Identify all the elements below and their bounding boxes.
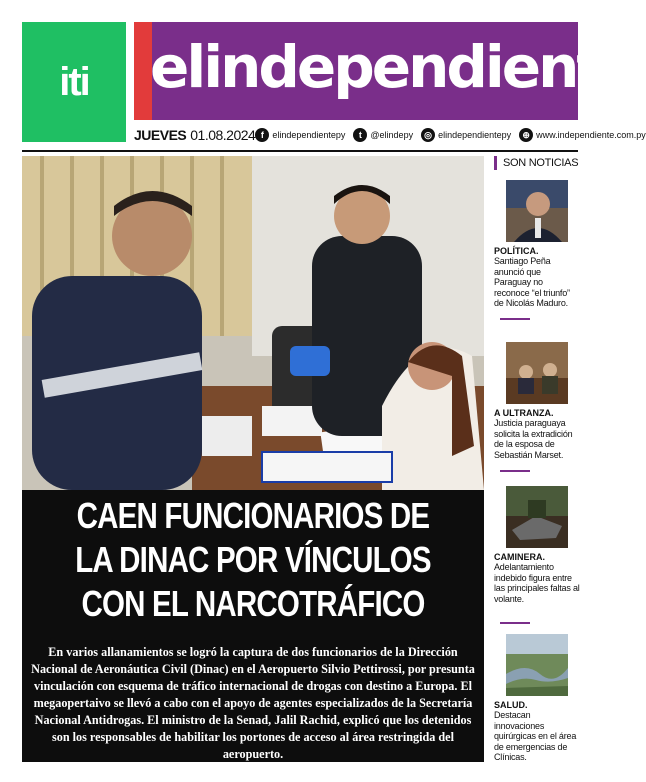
sidebar-thumb <box>506 342 568 404</box>
sidebar-text: Destacan innovaciones quirúrgicas en el área de emergencias de Clínicas. <box>494 710 577 762</box>
iti-logo <box>22 22 126 142</box>
sidebar-category: A ULTRANZA. <box>494 408 554 418</box>
sidebar-divider <box>500 318 530 320</box>
main-headline[interactable]: CAEN FUNCIONARIOS DE LA DINAC POR VÍNCULOS CON EL NARCOTRÁFICO <box>75 495 431 624</box>
sidebar-item-a-ultranza[interactable] <box>494 342 580 460</box>
main-story-photo <box>22 156 484 490</box>
brand-main: independiente <box>203 33 638 101</box>
social-label: elindependientepy <box>272 130 346 140</box>
sidebar-item-politica[interactable] <box>494 180 580 309</box>
date-day: JUEVES <box>134 127 187 143</box>
masthead-title <box>150 18 637 116</box>
social-instagram[interactable] <box>421 128 511 142</box>
sidebar-category: POLÍTICA. <box>494 246 539 256</box>
social-label: www.independiente.com.py <box>536 130 646 140</box>
date-value: 01.08.2024 <box>190 127 256 143</box>
sidebar-text: Adelantamiento indebido figura entre las principales faltas al volante. <box>494 562 580 604</box>
social-label: @elindepy <box>370 130 414 140</box>
sidebar-title: SON NOTICIAS <box>494 156 578 170</box>
masthead-divider <box>22 150 578 152</box>
twitter-icon: t <box>353 128 367 142</box>
sidebar-category: SALUD. <box>494 700 528 710</box>
social-label: elindependientepy <box>438 130 512 140</box>
logo-text: iti <box>59 59 89 104</box>
sidebar-text: Justicia paraguaya solicita la extradición de la esposa de Sebastián Marset. <box>494 418 573 460</box>
facebook-icon: f <box>255 128 269 142</box>
social-website[interactable] <box>519 128 646 142</box>
sidebar-thumb <box>506 486 568 548</box>
news-sidebar <box>494 156 584 762</box>
brand-prefix: el <box>150 33 204 101</box>
sidebar-divider <box>500 622 530 624</box>
dateline <box>134 124 646 146</box>
sidebar-divider <box>500 470 530 472</box>
sidebar-thumb <box>506 180 568 242</box>
main-lead: En varios allanamientos se logró la captura de dos funcionarios de la Dirección Nacional de Aeronáutica Civil (Dinac) en el Aeropuerto Silvio Pettirossi, por presunta vinculación con esquema de tráfico internacional de drogas con destino a Europa. El megaopertaivo se llevó a cabo con el apoyo de agentes especializados de la Secretaría Nacional Antidrogas. El ministro de la Senad, Jalil Rachid, explicó que los detenidos son los responsables de habilitar los portones de acceso al área restringida del aeropuerto. <box>31 645 475 761</box>
sidebar-item-salud[interactable] <box>494 634 580 763</box>
social-facebook[interactable] <box>255 128 345 142</box>
sidebar-text: Santiago Peña anunció que Paraguay no reconoce “el triunfo” de Nicolás Maduro. <box>494 256 570 308</box>
sidebar-item-caminera[interactable] <box>494 486 580 604</box>
social-links <box>255 128 645 142</box>
sidebar-thumb <box>506 634 568 696</box>
globe-icon: ⊕ <box>519 128 533 142</box>
instagram-icon: ◎ <box>421 128 435 142</box>
sidebar-category: CAMINERA. <box>494 552 545 562</box>
social-twitter[interactable] <box>353 128 413 142</box>
